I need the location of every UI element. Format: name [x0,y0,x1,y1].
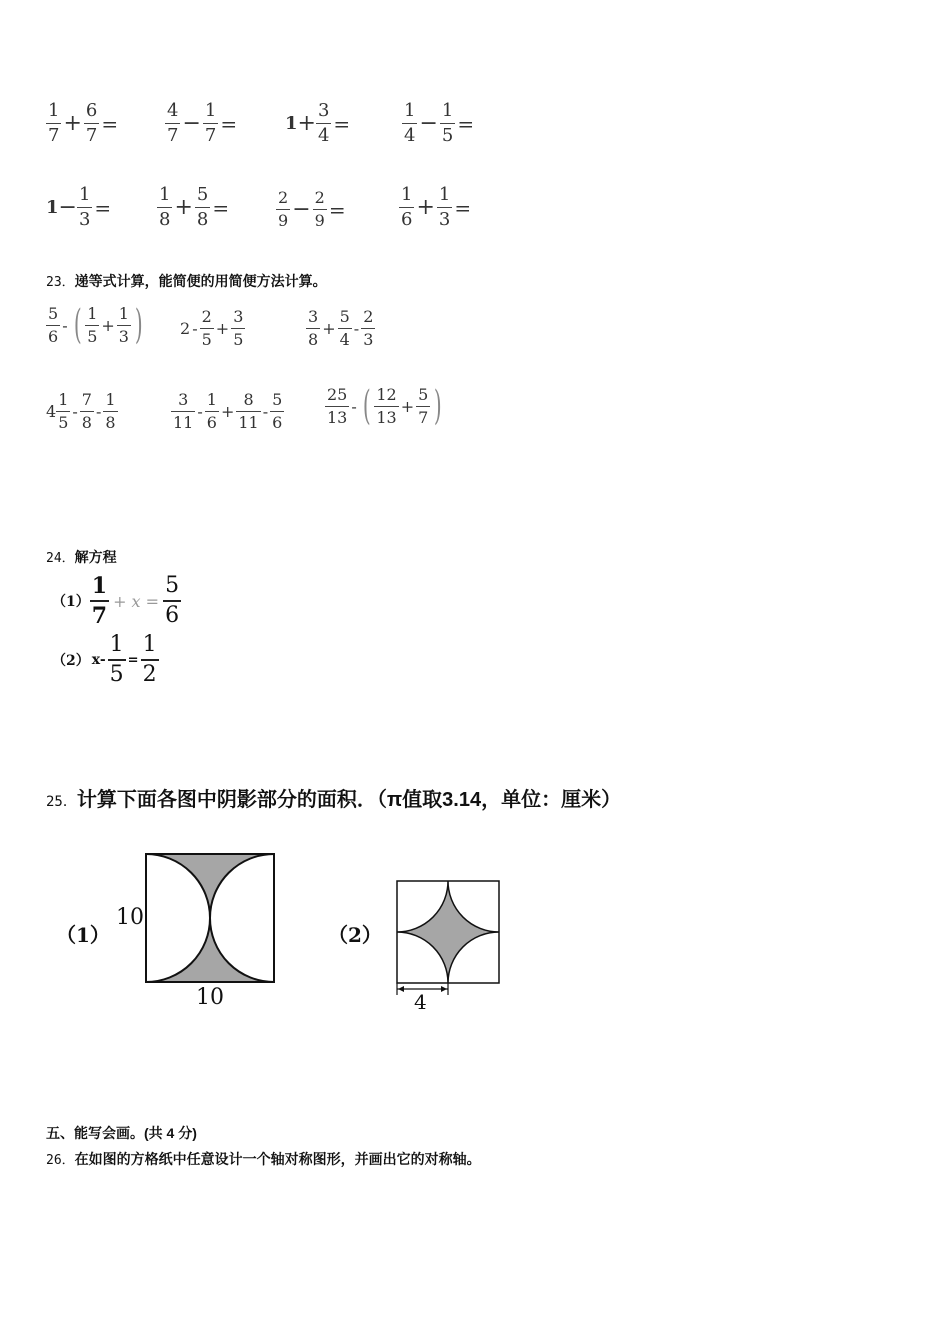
q23-expr-5 [171,392,284,431]
numerator: 3 [178,390,189,409]
numerator: 1 [58,390,69,409]
fraction [117,303,131,346]
equals-sign: = [220,111,238,136]
fraction [338,309,352,348]
question-26-heading [46,1149,481,1169]
question-title: 在如图的方格纸中任意设计一个轴对称图形，并画出它的对称轴。 [74,1151,481,1167]
operator: − [419,111,438,136]
question-23-heading [46,271,327,291]
numerator: 1 [118,303,129,323]
denominator: 11 [238,413,259,432]
fraction [416,384,430,427]
denominator: 8 [105,413,116,432]
q23-expr-3 [306,309,375,348]
denominator: 2 [141,659,159,686]
oral-expr-8 [399,186,473,229]
oral-expr-2 [165,102,239,145]
question-25-heading [46,783,621,812]
fraction [200,309,214,348]
oral-expr-3 [285,102,352,145]
equals-sign: = [457,111,475,136]
question-title: 递等式计算，能简便的用简便方法计算。 [74,273,327,289]
numerator: 5 [272,390,283,409]
operator: − [182,111,201,136]
numerator: 2 [278,188,289,207]
fraction [437,186,452,229]
numerator: 5 [418,384,429,404]
figure-2-label: （2） [328,923,382,947]
denominator: 6 [48,326,59,346]
fraction [84,102,99,145]
numerator: 12 [376,384,397,404]
denominator: 5 [201,330,212,349]
question-title: 解方程 [74,549,117,565]
oral-expr-5 [46,186,113,229]
denominator: 8 [81,413,92,432]
numerator: 1 [48,100,60,121]
fraction [374,384,398,427]
right-paren: ) [134,302,143,348]
denominator: 5 [87,326,98,346]
numerator: 1 [404,100,416,121]
fraction [46,303,60,346]
numerator: 1 [204,100,217,121]
whole-number: 2 [180,319,191,338]
operator: - [351,396,357,416]
numerator: 1 [78,184,91,205]
operator: − [292,197,311,222]
denominator: 13 [376,407,397,427]
operator: − [58,195,77,220]
numerator: 7 [81,390,92,409]
fraction [90,575,109,627]
denominator: 5 [108,659,126,686]
operator: - [62,315,68,335]
fraction [236,392,260,431]
denominator: 3 [363,330,374,349]
numerator: 3 [308,307,319,326]
numerator: 5 [48,303,59,323]
q23-expr-4 [46,392,118,431]
q23-expr-1 [46,302,147,348]
denominator: 7 [418,407,429,427]
denominator: 8 [196,209,209,230]
figure-1-bottom-label: 10 [196,985,224,1010]
variable-x: x- [91,652,106,668]
denominator: 7 [90,600,109,627]
operator: - [353,319,360,338]
equals-sign: = [328,197,346,222]
fraction [108,634,126,686]
fraction [141,634,159,686]
denominator: 11 [173,413,194,432]
fraction [203,102,218,145]
denominator: 7 [167,125,179,146]
fraction [361,309,375,348]
arrow-left [398,986,404,992]
figure-1-label: （1） [56,923,110,947]
operator: + [322,319,336,338]
fraction [77,186,92,229]
denominator: 3 [118,326,129,346]
operator: + [416,195,435,220]
fraction [171,392,195,431]
figure-2-dimension-label: 4 [414,990,427,1014]
denominator: 9 [278,211,289,230]
question-number: 24． [46,551,75,566]
operator: + [400,396,415,416]
numerator: 3 [233,307,244,326]
equals-sign: = [333,111,351,136]
fraction [205,392,219,431]
denominator: 8 [308,330,319,349]
denominator: 6 [401,209,413,230]
numerator: 1 [401,184,413,205]
question-24-heading [46,547,117,567]
operator: + [215,319,230,338]
operator: - [262,402,269,421]
operator: - [192,319,198,338]
fraction [56,392,70,431]
fraction [157,186,172,229]
fraction [325,384,349,427]
equals-sign: = [127,652,139,668]
numerator: 4 [167,100,179,121]
numerator: 1 [206,390,217,409]
fraction [276,190,290,229]
numerator: 1 [87,303,98,323]
denominator: 5 [441,125,454,146]
equation-middle: + x = [113,591,160,611]
denominator: 4 [317,125,330,146]
arrow-right [441,986,447,992]
operator: - [197,402,203,421]
shaded-star-region [397,881,499,983]
denominator: 13 [327,407,348,427]
numerator: 5 [339,307,350,326]
numerator: 8 [243,390,254,409]
numerator: 5 [165,573,180,598]
denominator: 6 [272,413,283,432]
section-5-heading: 五、能写会画。(共 4 分) [46,1125,197,1141]
numerator: 1 [109,632,124,657]
denominator: 4 [404,125,416,146]
left-paren: ( [73,302,82,348]
numerator: 2 [314,188,325,207]
operator: + [63,111,82,136]
denominator: 3 [78,209,91,230]
fraction [402,102,417,145]
denominator: 6 [206,413,217,432]
oral-expr-6 [157,186,231,229]
operator: + [220,402,235,421]
equals-sign: = [212,195,230,220]
right-paren: ) [434,383,443,429]
fraction [103,392,117,431]
equation-1 [52,575,181,627]
figure-1-side-label: 10 [116,905,144,930]
q23-expr-6 [325,383,446,429]
equals-sign: = [94,195,112,220]
numerator: 1 [441,100,454,121]
whole-number: 1 [46,197,59,218]
whole-number: 1 [285,113,298,134]
fraction [399,186,414,229]
whole-number: 4 [46,402,57,421]
denominator: 8 [159,209,171,230]
fraction [440,102,455,145]
numerator: 1 [159,184,171,205]
equation-label: （2） [52,653,90,669]
operator: - [72,402,78,421]
fraction [316,102,331,145]
question-number: 23． [46,275,75,290]
numerator: 1 [438,184,451,205]
q23-expr-2 [180,309,245,348]
left-paren: ( [362,383,371,429]
fraction [163,575,181,627]
oral-expr-1 [46,102,120,145]
question-number: 25． [46,794,77,810]
denominator: 3 [438,209,451,230]
fraction [46,102,61,145]
fraction [270,392,284,431]
numerator: 1 [105,390,116,409]
fraction [306,309,320,348]
numerator: 2 [201,307,212,326]
numerator: 6 [85,100,98,121]
numerator: 5 [196,184,209,205]
equals-sign: = [101,111,119,136]
denominator: 5 [58,413,69,432]
operator: + [297,111,316,136]
denominator: 5 [233,330,244,349]
equation-label: （1） [52,594,90,610]
oral-expr-4 [402,102,476,145]
denominator: 4 [339,330,350,349]
operator: + [101,315,115,335]
denominator: 6 [163,600,181,627]
numerator: 3 [317,100,330,121]
denominator: 7 [204,125,217,146]
fraction [80,392,94,431]
equation-2 [52,634,159,686]
denominator: 9 [314,211,325,230]
figure-2 [390,875,510,1020]
numerator: 1 [142,632,157,657]
fraction [85,303,99,346]
question-title: 计算下面各图中阴影部分的面积．（π值取3.14，单位：厘米） [76,789,622,811]
fraction [195,186,210,229]
denominator: 7 [85,125,98,146]
equals-sign: = [454,195,472,220]
fraction [313,190,327,229]
oral-expr-7 [276,190,348,229]
fraction [231,309,245,348]
operator: + [174,195,193,220]
numerator: 1 [91,573,108,599]
fraction [165,102,180,145]
denominator: 7 [48,125,60,146]
question-number: 26． [46,1153,75,1168]
operator: - [95,402,102,421]
numerator: 2 [363,307,374,326]
numerator: 25 [327,384,348,404]
